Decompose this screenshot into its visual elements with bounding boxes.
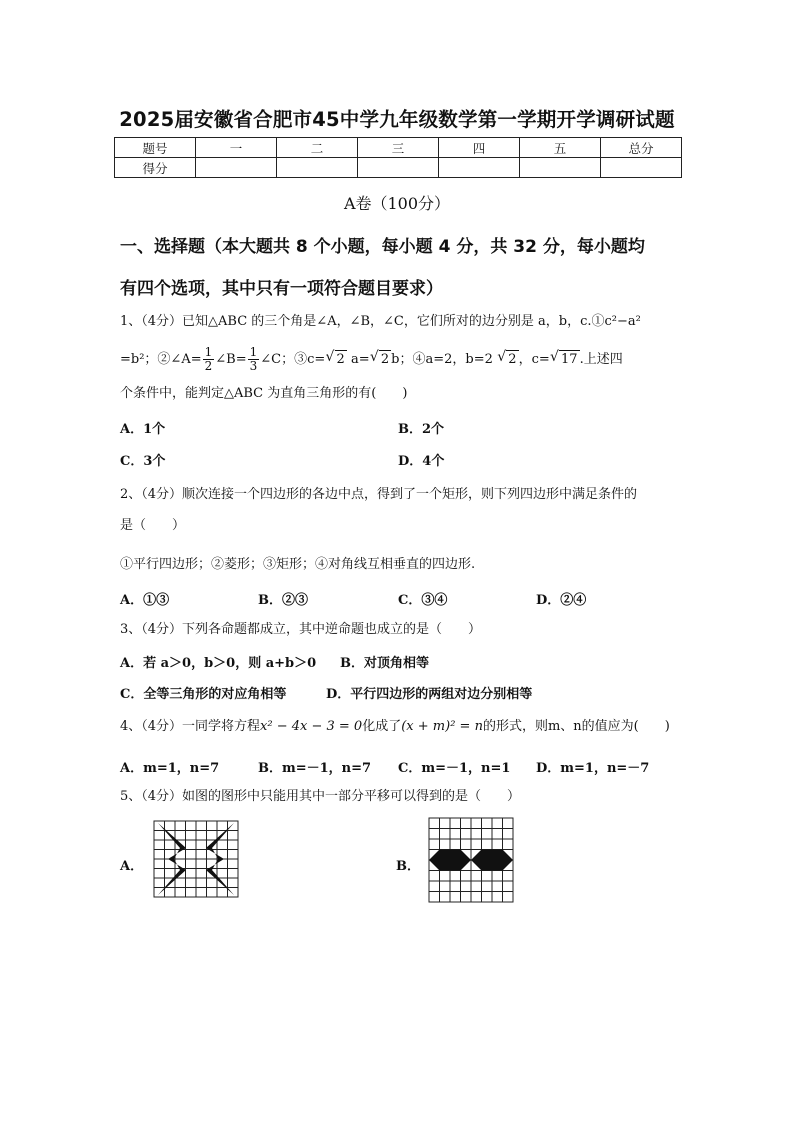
section-a-title: A卷（100分） <box>343 194 451 213</box>
q5-option-a[interactable]: A． <box>120 859 144 874</box>
sqrt-expression: √ 2 <box>335 350 347 369</box>
fraction <box>248 346 260 373</box>
q4-text: 4、（4分）一同学将方程 <box>120 719 261 734</box>
score-table-score-row <box>115 158 682 178</box>
q4-option-b[interactable]: B．m=－1，n=7 <box>258 761 372 776</box>
score-table-header-row <box>115 138 682 158</box>
q4-option-c[interactable]: C．m=－1，n=1 <box>398 761 511 776</box>
score-cell <box>439 158 520 178</box>
q4-equation: x² − 4x − 3 = 0 <box>260 719 363 734</box>
q1-line1: 1、（4分）已知△ABC 的三个角是∠A，∠B，∠C，它们所对的边分别是 a，b，c.①c²−a² <box>120 314 641 329</box>
score-cell <box>196 158 277 178</box>
q2-option-d[interactable]: D．②④ <box>536 593 587 608</box>
q1-option-b[interactable]: B．2个 <box>398 422 445 437</box>
q1-text: ，c= <box>518 352 550 367</box>
part1-heading-line1: 一、选择题（本大题共 8 个小题，每小题 4 分，共 32 分，每小题均 <box>120 237 645 257</box>
q1-text: b；④a=2，b=2 <box>391 352 493 367</box>
score-cell <box>601 158 682 178</box>
sqrt-expression: √ 17 <box>559 350 580 369</box>
sqrt-expression: √ 2 <box>379 350 391 369</box>
score-cell <box>358 158 439 178</box>
score-header-cell: 题号 <box>115 138 196 158</box>
page-title: 2025届安徽省合肥市45中学九年级数学第一学期开学调研试题 <box>119 108 675 131</box>
q5-option-b[interactable]: B． <box>396 859 420 874</box>
q1-option-a[interactable]: A．1个 <box>120 422 166 437</box>
q4-option-d[interactable]: D．m=1，n=－7 <box>536 761 650 776</box>
q1-text: ∠C；③c= <box>260 352 326 367</box>
fraction <box>203 346 215 373</box>
fraction-denominator: 2 <box>204 359 213 373</box>
q4-line1 <box>120 718 670 736</box>
hexagon-shape-left <box>429 850 471 871</box>
q5-line1: 5、（4分）如图的图形中只能用其中一部分平移可以得到的是（ ） <box>120 789 521 804</box>
q1-line3: 个条件中，能判定△ABC 为直角三角形的有( ) <box>120 386 408 401</box>
q4-option-a[interactable]: A．m=1，n=7 <box>120 761 220 776</box>
score-header-cell: 四 <box>439 138 520 158</box>
score-header-cell: 二 <box>277 138 358 158</box>
score-table <box>114 137 682 178</box>
score-header-cell: 总分 <box>601 138 682 158</box>
q3-line1: 3、（4分）下列各命题都成立，其中逆命题也成立的是（ ） <box>120 622 482 637</box>
q3-option-d[interactable]: D．平行四边形的两组对边分别相等 <box>326 687 533 702</box>
q1-text: .上述四 <box>579 352 623 367</box>
q2-option-c[interactable]: C．③④ <box>398 593 448 608</box>
score-header-cell: 五 <box>520 138 601 158</box>
q1-option-d[interactable]: D．4个 <box>398 454 445 469</box>
q3-option-c[interactable]: C．全等三角形的对应角相等 <box>120 687 287 702</box>
part1-heading-line2: 有四个选项，其中只有一项符合题目要求） <box>120 279 443 299</box>
fraction-denominator: 3 <box>249 359 258 373</box>
q1-option-c[interactable]: C．3个 <box>120 454 166 469</box>
score-row-label: 得分 <box>115 158 196 178</box>
q4-equation: (x + m)² = n <box>401 719 483 734</box>
q4-text: 化成了 <box>362 719 402 734</box>
q2-option-a[interactable]: A．①③ <box>120 593 170 608</box>
q5-figure-b <box>426 815 516 905</box>
q3-option-b[interactable]: B．对顶角相等 <box>340 656 429 671</box>
q3-option-a[interactable]: A．若 a＞0，b＞0，则 a+b＞0 <box>120 656 317 671</box>
fraction-numerator: 1 <box>204 345 213 359</box>
q1-text: ∠B= <box>215 352 247 367</box>
q2-line2: 是（ ） <box>120 518 186 533</box>
q1-text: =b²；②∠A= <box>120 352 202 367</box>
score-cell <box>520 158 601 178</box>
sqrt-expression: √ 2 <box>506 350 518 369</box>
q2-line3: ①平行四边形；②菱形；③矩形；④对角线互相垂直的四边形. <box>120 557 476 572</box>
hexagon-shape-right <box>471 850 513 871</box>
q2-option-b[interactable]: B．②③ <box>258 593 308 608</box>
score-header-cell: 三 <box>358 138 439 158</box>
q5-figure-a <box>150 818 242 900</box>
fraction-numerator: 1 <box>249 345 258 359</box>
q1-line2 <box>120 346 623 373</box>
q4-text: 的形式，则m、n的值应为( ) <box>482 719 670 734</box>
score-cell <box>277 158 358 178</box>
q1-text: a= <box>350 352 370 367</box>
score-header-cell: 一 <box>196 138 277 158</box>
q2-line1: 2、（4分）顺次连接一个四边形的各边中点，得到了一个矩形，则下列四边形中满足条件的 <box>120 487 638 502</box>
